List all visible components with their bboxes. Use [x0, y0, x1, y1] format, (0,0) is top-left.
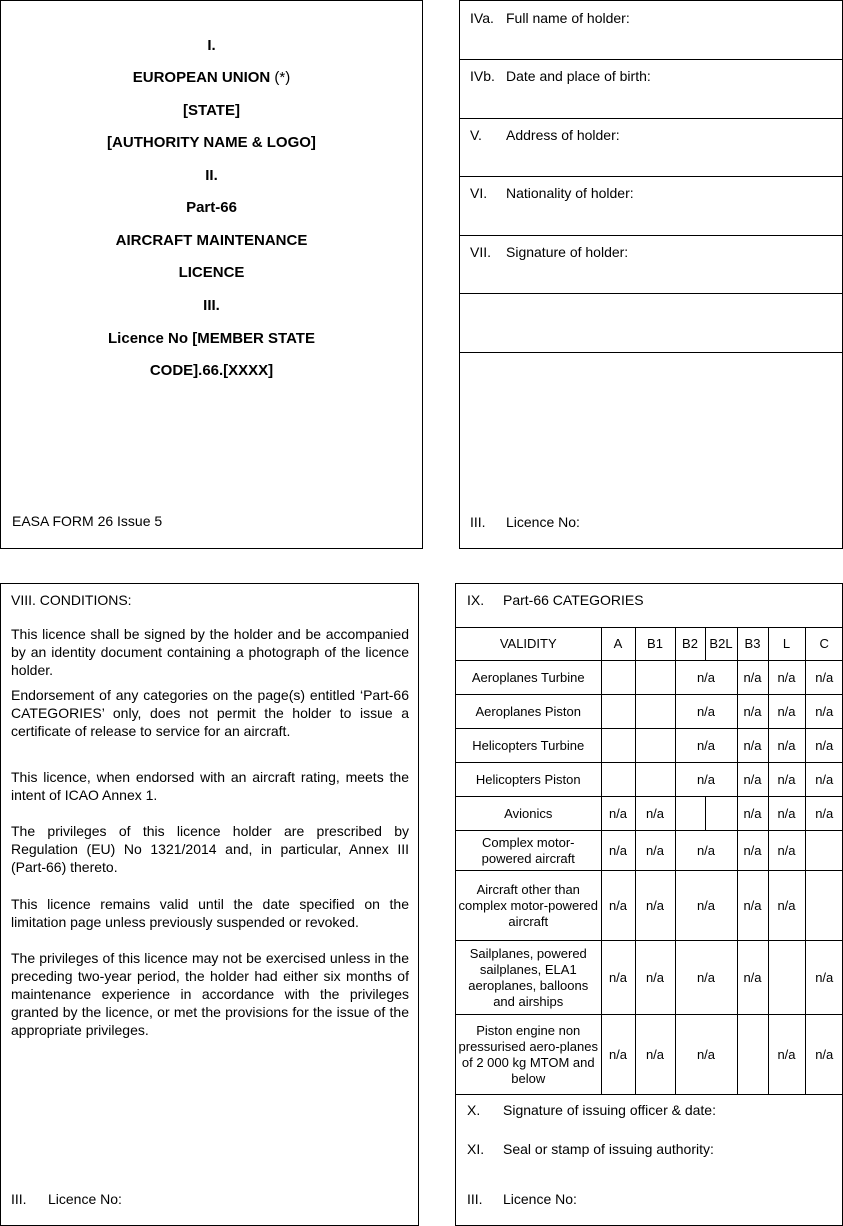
licence-no-label: Licence No: [48, 1191, 122, 1207]
section-number-i: I. [207, 37, 216, 54]
cell-a: n/a [601, 1015, 635, 1095]
union-line [1, 68, 422, 88]
header-b3: B3 [737, 628, 768, 661]
field-number: V. [470, 127, 482, 143]
cell-b2-b2l: n/a [675, 661, 737, 695]
seal-label: Seal or stamp of issuing authority: [503, 1141, 714, 1157]
cell-c: n/a [805, 695, 843, 729]
cell-l [768, 941, 805, 1015]
field-number: VI. [470, 185, 488, 201]
table-row [456, 661, 843, 695]
cell-b2-b2l: n/a [675, 1015, 737, 1095]
section-number-iii: III. [203, 297, 220, 314]
header-b2l: B2L [705, 628, 737, 661]
cell-b3 [737, 1015, 768, 1095]
table-row [456, 729, 843, 763]
cell-b1: n/a [635, 871, 675, 941]
cell-b1 [635, 695, 675, 729]
holder-field-signature [460, 235, 842, 294]
cell-b1: n/a [635, 831, 675, 871]
categories-title: Part-66 CATEGORIES [503, 592, 644, 608]
cell-c: n/a [805, 941, 843, 1015]
cell-c: n/a [805, 661, 843, 695]
cell-l: n/a [768, 1015, 805, 1095]
cell-b1: n/a [635, 1015, 675, 1095]
cell-b1: n/a [635, 797, 675, 831]
field-number: IVb. [470, 68, 495, 84]
cell-c [805, 871, 843, 941]
cell-b3: n/a [737, 695, 768, 729]
section-number-ii: II. [205, 167, 218, 184]
holder-field-full-name [460, 1, 842, 60]
row-label: Complex motor-powered aircraft [456, 831, 601, 871]
table-row [456, 831, 843, 871]
cell-b3: n/a [737, 661, 768, 695]
categories-table [456, 627, 843, 1095]
part-66-label: Part-66 [186, 199, 237, 216]
cell-b3: n/a [737, 871, 768, 941]
union-text: EUROPEAN UNION [132, 69, 271, 86]
form-identifier: EASA FORM 26 Issue 5 [12, 513, 163, 529]
field-label: Nationality of holder: [506, 185, 634, 201]
field-label: Signature of holder: [506, 244, 629, 260]
condition-paragraph: The privileges of this licence holder are prescribed by Regulation (EU) No 1321/2014 and, in particular, Annex III (Part-66) thereto. [11, 823, 409, 875]
cell-a: n/a [601, 797, 635, 831]
cell-a [601, 695, 635, 729]
licence-cover-panel [0, 0, 423, 549]
condition-paragraph: This licence shall be signed by the holder and be accompanied by an identity document containing a photograph of the licence holder. [11, 626, 409, 678]
condition-paragraph: Endorsement of any categories on the page(s) entitled ‘Part-66 CATEGORIES’ only, does not permit the holder to issue a certificate of release to service for an aircraft. [11, 687, 409, 739]
table-row [456, 763, 843, 797]
row-label: Sailplanes, powered sailplanes, ELA1 aeroplanes, balloons and airships [456, 941, 601, 1015]
cell-b1 [635, 763, 675, 797]
field-number: IVa. [470, 10, 494, 26]
conditions-heading: VIII. CONDITIONS: [11, 592, 132, 608]
cell-a: n/a [601, 871, 635, 941]
cell-b2-b2l: n/a [675, 941, 737, 1015]
licence-title-line1: AIRCRAFT MAINTENANCE [115, 232, 308, 249]
cell-b2-b2l: n/a [675, 729, 737, 763]
licence-number-line2: CODE].66.[XXXX] [149, 362, 274, 379]
cell-b2-b2l: n/a [675, 871, 737, 941]
field-label: Address of holder: [506, 127, 620, 143]
holder-field-nationality [460, 176, 842, 236]
cell-b2-b2l: n/a [675, 763, 737, 797]
cell-l: n/a [768, 763, 805, 797]
cell-a [601, 661, 635, 695]
licence-title-line2: LICENCE [178, 264, 245, 281]
row-label: Helicopters Piston [456, 763, 601, 797]
cell-b2-b2l: n/a [675, 695, 737, 729]
table-row [456, 1015, 843, 1095]
header-validity: VALIDITY [456, 628, 601, 661]
cell-l: n/a [768, 661, 805, 695]
cell-l: n/a [768, 695, 805, 729]
cell-l: n/a [768, 871, 805, 941]
header-b1: B1 [635, 628, 675, 661]
cell-b2 [675, 797, 705, 831]
header-a: A [601, 628, 635, 661]
cell-c [805, 831, 843, 871]
cell-b1: n/a [635, 941, 675, 1015]
table-row [456, 941, 843, 1015]
cell-b1 [635, 661, 675, 695]
licence-number-line1: Licence No [MEMBER STATE [108, 330, 315, 347]
table-row [456, 871, 843, 941]
categories-header-row [456, 628, 843, 661]
cell-b2-b2l: n/a [675, 831, 737, 871]
licence-no-number: III. [467, 1191, 483, 1207]
holder-field-address [460, 118, 842, 177]
categories-panel [455, 583, 843, 1226]
cell-a [601, 729, 635, 763]
cell-b1 [635, 729, 675, 763]
holder-field-blank [460, 293, 842, 353]
licence-no-number: III. [11, 1191, 27, 1207]
seal-section-number: XI. [467, 1141, 485, 1157]
table-row [456, 695, 843, 729]
header-b2: B2 [675, 628, 705, 661]
licence-no-label: Licence No: [503, 1191, 577, 1207]
condition-paragraph: The privileges of this licence may not be exercised unless in the preceding two-year period, the holder had either six months of maintenance experience in accordance with the privileges granted by the licence, or met the provisions for the issue of the appropriate privileges. [11, 950, 409, 1038]
cell-c: n/a [805, 797, 843, 831]
signature-section-number: X. [467, 1102, 481, 1118]
row-label: Aeroplanes Piston [456, 695, 601, 729]
header-c: C [805, 628, 843, 661]
conditions-panel [0, 583, 419, 1226]
condition-paragraph: This licence, when endorsed with an aircraft rating, meets the intent of ICAO Annex 1. [11, 769, 409, 803]
signature-label: Signature of issuing officer & date: [503, 1102, 716, 1118]
union-footnote-marker: (*) [274, 69, 291, 86]
field-number: VII. [470, 244, 492, 260]
cell-l: n/a [768, 797, 805, 831]
cell-a [601, 763, 635, 797]
cell-b3: n/a [737, 797, 768, 831]
cell-a: n/a [601, 941, 635, 1015]
cell-c: n/a [805, 763, 843, 797]
cell-a: n/a [601, 831, 635, 871]
cell-c: n/a [805, 729, 843, 763]
categories-section-number: IX. [467, 592, 485, 608]
header-l: L [768, 628, 805, 661]
cell-b2l [705, 797, 737, 831]
cell-l: n/a [768, 729, 805, 763]
table-row [456, 797, 843, 831]
cell-b3: n/a [737, 941, 768, 1015]
row-label: Helicopters Turbine [456, 729, 601, 763]
authority-placeholder: [AUTHORITY NAME & LOGO] [107, 134, 316, 151]
cell-b3: n/a [737, 729, 768, 763]
field-label: Date and place of birth: [506, 68, 651, 84]
row-label: Piston engine non pressurised aero-planes of 2 000 kg MTOM and below [456, 1015, 601, 1095]
state-placeholder: [STATE] [183, 102, 240, 119]
row-label: Avionics [456, 797, 601, 831]
cell-b3: n/a [737, 763, 768, 797]
field-label: Full name of holder: [506, 10, 630, 26]
row-label: Aeroplanes Turbine [456, 661, 601, 695]
licence-no-number: III. [470, 514, 486, 530]
cell-c: n/a [805, 1015, 843, 1095]
cell-b3: n/a [737, 831, 768, 871]
cell-l: n/a [768, 831, 805, 871]
holder-details-panel [459, 0, 843, 549]
holder-field-birth [460, 59, 842, 119]
condition-paragraph: This licence remains valid until the date specified on the limitation page unless previously suspended or revoked. [11, 896, 409, 930]
row-label: Aircraft other than complex motor-powered aircraft [456, 871, 601, 941]
licence-no-label: Licence No: [506, 514, 580, 530]
